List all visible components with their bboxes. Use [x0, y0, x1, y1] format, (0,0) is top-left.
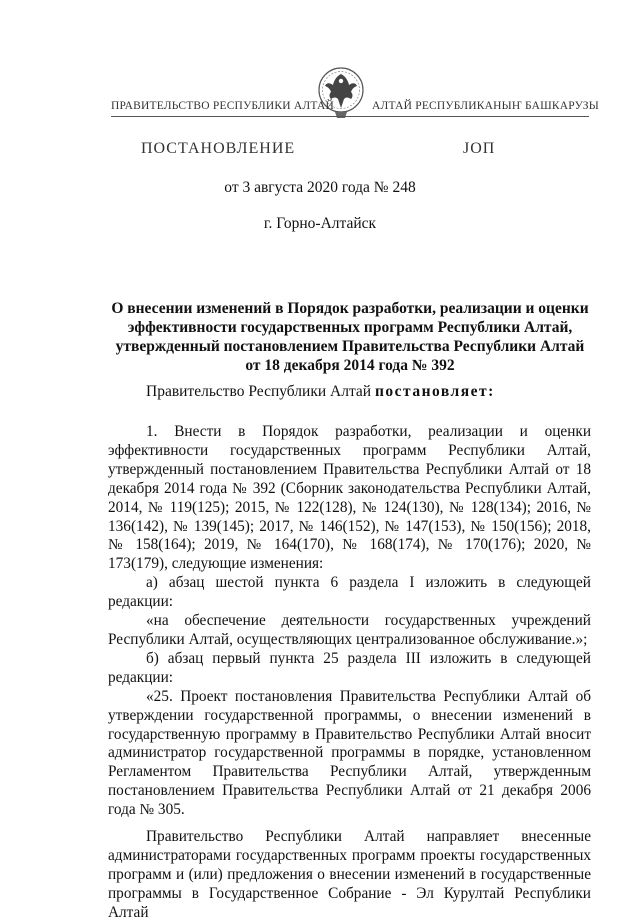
preamble-subject: Правительство Республики Алтай: [146, 383, 372, 400]
document-type-russian: ПОСТАНОВЛЕНИЕ: [141, 140, 296, 157]
document-body: [108, 423, 591, 923]
header-divider: [111, 116, 589, 117]
body-paragraph: б) абзац первый пункта 25 раздела III изложить в следующей редакции:: [108, 649, 591, 686]
coat-of-arms-icon: [317, 64, 365, 122]
document-city: г. Горно-Алтайск: [263, 215, 377, 232]
document-title: О внесении изменений в Порядок разработки, реализации и оценки эффективности государственных программ Республики Алтай, утвержденный постановлением Правительства Республики Алтай от 18 декабря 2014 года № 392: [111, 300, 589, 374]
body-paragraph: а) абзац шестой пункта 6 раздела I изложить в следующей редакции:: [108, 574, 591, 611]
government-name-altai: АЛТАЙ РЕСПУБЛИКАНЫҤ БАШКАРУЗЫ: [372, 100, 599, 112]
government-name-russian: ПРАВИТЕЛЬСТВО РЕСПУБЛИКИ АЛТАЙ: [111, 100, 335, 112]
preamble: [146, 383, 495, 401]
body-paragraph: «на обеспечение деятельности государственных учреждений Республики Алтай, осуществляющих централизованное обслуживание.»;: [108, 612, 591, 648]
body-paragraph: Правительство Республики Алтай направляет внесенные администраторами государственных программ проекты государственных программ и (или) предложения о внесении изменений в государственные программы в Государственное Собрание - Эл Курултай Республики Алтай: [108, 828, 591, 921]
body-paragraph: «25. Проект постановления Правительства Республики Алтай об утверждении государственной программы, о внесении изменений в государственную программу в Правительство Республики Алтай вносит администратор государственной программы в порядке, установленном Регламентом Правительства Республики Алтай, утвержденным постановлением Правительства Республики Алтай от 21 декабря 2006 года № 305.: [108, 687, 591, 819]
preamble-verb: постановляет:: [374, 383, 495, 400]
body-paragraph: 1. Внести в Порядок разработки, реализации и оценки эффективности государственных программ Республики Алтай, утвержденный постановлением Правительства Республики Алтай от 18 декабря 2014 года № 392 (Сборник законодательства Республики Алтай, 2014, № 119(125); 2015, № 122(128), № 124(130), № 128(134); 2016, № 136(142), № 139(145); 2017, № 146(152), № 147(153), № 150(156); 2018, № 158(164); 2019, № 164(170), № 168(174), № 170(176); 2020, № 173(179), следующие изменения:: [108, 423, 591, 573]
document-type-altai: ЈОП: [463, 140, 496, 157]
document-date-number: от 3 августа 2020 года № 248: [224, 179, 416, 196]
